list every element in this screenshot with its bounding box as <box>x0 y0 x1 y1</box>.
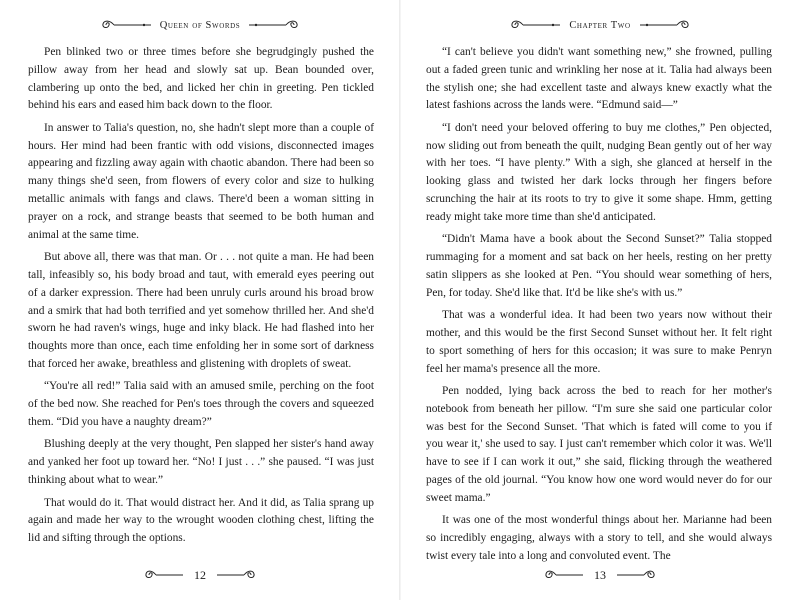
paragraph: It was one of the most wonderful things about her. Marianne had been so incredibly engaging, always with a story to tell, and she would always twist every tale into a long and convoluted event. The <box>426 514 772 562</box>
paragraph: In answer to Talia's question, no, she hadn't slept more than a couple of hours. Her mind had been frantic with odd visions, disconnected images appearing and fizzling away again with chaotic abandon. There had been so many things she'd seen, from flowers of every color and size to hulking metallic animals with fangs and claws. There'd been a woman sitting in prayer on a rock, and strange beasts that seemed to be both human and animal at the same time. <box>28 121 374 241</box>
left-flourish-icon <box>509 19 561 31</box>
paragraph: “Didn't Mama have a book about the Second Sunset?” Talia stopped rummaging for a moment and sat back on her heels, resting on her pretty satin slippers as she looked at Pen. “You should wear something of hers, Pen, for today. She'd like that. It'd be like she's with us.” <box>426 233 772 299</box>
paragraph: That would do it. That would distract her. And it did, as Talia sprang up again and made her way to the wrought wooden clothing chest, lifting the lid and sifting through the options. <box>28 496 374 545</box>
right-flourish-icon <box>248 19 300 31</box>
paragraph: “I don't need your beloved offering to buy me clothes,” Pen objected, now sliding out from beneath the quilt, nudging Bean gently out of her way with her toes. “I have plenty.” With a sigh, she glanced at herself in the looking glass and twisted her dark locks through her fingers before scrunching the hair at its roots to try to give it some shape. Hmm, getting ready might take more time than she'd anticipated. <box>426 121 772 223</box>
folio-flourish-icon <box>216 569 256 581</box>
book-gutter <box>399 0 401 600</box>
left-body-text <box>28 44 374 544</box>
right-folio <box>400 566 800 584</box>
paragraph: But above all, there was that man. Or . . . not quite a man. He had been tall, infeasibly so, his body broad and taut, with emerald eyes peering out of a darker expression. There had been unruly curls around his broad brow and a smirk that had both terrified and yet somehow thrilled her. And she'd sworn he had raven's wings, huge and inky black. He had flashed into her thoughts more than once, each time enfolding her in some sort of darkness that forced her awake, breathless and glistening with droplets of sweat. <box>28 251 374 370</box>
left-running-head <box>0 14 400 36</box>
folio-flourish-icon <box>144 569 184 581</box>
page-number: 12 <box>194 567 206 582</box>
page-number: 13 <box>594 567 606 582</box>
paragraph: That was a wonderful idea. It had been two years now without their mother, and this would be the first Second Sunset without her. It felt right to sport something of hers for this occasion; it was sure to make Penryn feel her mama's presence all the more. <box>426 309 772 375</box>
left-flourish-icon <box>100 19 152 31</box>
running-head-title: Queen of Swords <box>159 19 241 31</box>
paragraph: Blushing deeply at the very thought, Pen slapped her sister's hand away and yanked her foot up toward her. “No! I just . . .” she paused. “I was just thinking about what to wear.” <box>28 438 374 487</box>
right-body-text <box>426 44 772 562</box>
right-page <box>400 0 800 600</box>
folio-flourish-icon <box>616 569 656 581</box>
paragraph: Pen blinked two or three times before she begrudgingly pushed the pillow away from her head and slowly sat up. Bean bounded over, clambering up onto the bed, and licked her chin in greeting. Pen tickled behind his ears and eased him back down to the floor. <box>28 46 374 112</box>
running-head-chapter: Chapter Two <box>569 19 631 31</box>
paragraph: Pen nodded, lying back across the bed to reach for her mother's notebook from beneath her pillow. “I'm sure she said one particular color was best for the Second Sunset. 'That which is fated will come to you if you wear it,' she used to say. I just can't remember which color it was. We'll have to see if I can work it out,” she said, flicking through the weathered pages of the old journal. “You know how one word would never do for our sweet mama.” <box>426 385 772 504</box>
paragraph: “You're all red!” Talia said with an amused smile, perching on the foot of the bed now. She reached for Pen's toes through the covers and squeezed them. “Did you have a naughty dream?” <box>28 380 374 428</box>
left-folio <box>0 566 400 584</box>
folio-flourish-icon <box>544 569 584 581</box>
right-flourish-icon <box>639 19 691 31</box>
paragraph: “I can't believe you didn't want something new,” she frowned, pulling out a faded green tunic and wrinkling her nose at it. Talia had always been the stylish one; she had excellent taste and always knew exactly what the latest fashions across the lands were. “Edmund said—” <box>426 46 772 112</box>
right-running-head <box>400 14 800 36</box>
